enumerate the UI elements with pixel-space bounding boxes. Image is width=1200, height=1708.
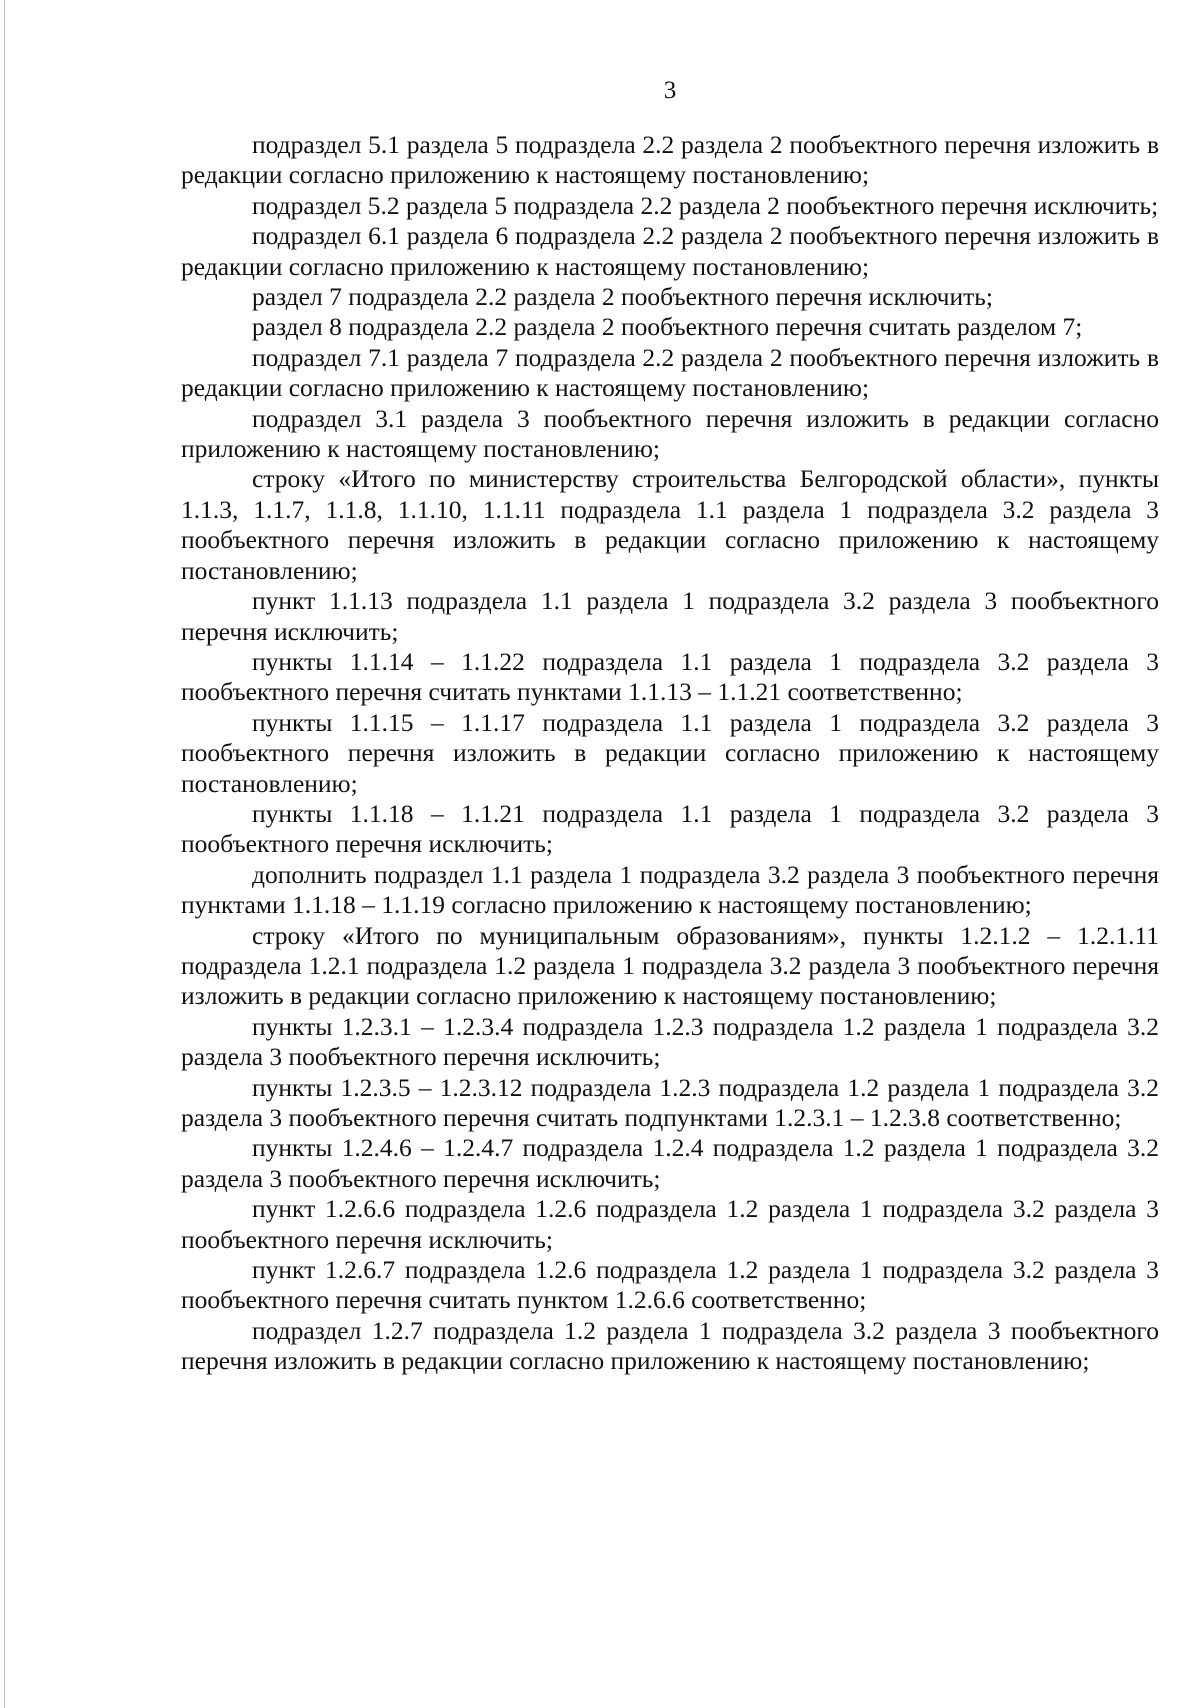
paragraph: подраздел 5.1 раздела 5 подраздела 2.2 раздела 2 пообъектного перечня изложить в редакции согласно приложению к настоящему постановлению; xyxy=(181,130,1159,190)
paragraph: подраздел 3.1 раздела 3 пообъектного перечня изложить в редакции согласно приложению к настоящему постановлению; xyxy=(181,403,1159,464)
paragraph: подраздел 1.2.7 подраздела 1.2 раздела 1 подраздела 3.2 раздела 3 пообъектного перечня изложить в редакции согласно приложению к настоящему постановлению; xyxy=(181,1315,1159,1376)
document-body xyxy=(181,130,1159,1377)
scan-edge-line xyxy=(4,0,5,1708)
paragraph: дополнить подраздел 1.1 раздела 1 подраздела 3.2 раздела 3 пообъектного перечня пунктами 1.1.18 – 1.1.19 согласно приложению к настоящему постановлению; xyxy=(181,859,1159,920)
paragraph: пункт 1.2.6.6 подраздела 1.2.6 подраздела 1.2 раздела 1 подраздела 3.2 раздела 3 пообъектного перечня исключить; xyxy=(181,1194,1159,1254)
paragraph: строку «Итого по муниципальным образованиям», пункты 1.2.1.2 – 1.2.1.11 подраздела 1.2.1 подраздела 1.2 раздела 1 подраздела 3.2 раздела 3 пообъектного перечня изложить в редакции согласно приложению к настоящему постановлению; xyxy=(181,920,1159,1011)
paragraph: строку «Итого по министерству строительства Белгородской области», пункты 1.1.3, 1.1.7, 1.1.8, 1.1.10, 1.1.11 подраздела 1.1 раздела 1 подраздела 3.2 раздела 3 пообъектного перечня изложить в редакции согласно приложению к настоящему постановлению; xyxy=(181,464,1159,585)
paragraph: пункты 1.1.15 – 1.1.17 подраздела 1.1 раздела 1 подраздела 3.2 раздела 3 пообъектного перечня изложить в редакции согласно приложению к настоящему постановлению; xyxy=(181,707,1159,798)
paragraph: раздел 7 подраздела 2.2 раздела 2 пообъектного перечня исключить; xyxy=(252,282,993,312)
paragraph: пункты 1.1.14 – 1.1.22 подраздела 1.1 раздела 1 подраздела 3.2 раздела 3 пообъектного перечня считать пунктами 1.1.13 – 1.1.21 соответственно; xyxy=(181,646,1159,707)
paragraph: подраздел 6.1 раздела 6 подраздела 2.2 раздела 2 пообъектного перечня изложить в редакции согласно приложению к настоящему постановлению; xyxy=(181,221,1159,281)
page-number: 3 xyxy=(663,77,677,104)
paragraph: пункты 1.2.3.5 – 1.2.3.12 подраздела 1.2.3 подраздела 1.2 раздела 1 подраздела 3.2 раздела 3 пообъектного перечня считать подпунктами 1.2.3.1 – 1.2.3.8 соответственно; xyxy=(181,1072,1159,1132)
paragraph: подраздел 7.1 раздела 7 подраздела 2.2 раздела 2 пообъектного перечня изложить в редакции согласно приложению к настоящему постановлению; xyxy=(181,342,1159,403)
paragraph: пункты 1.1.18 – 1.1.21 подраздела 1.1 раздела 1 подраздела 3.2 раздела 3 пообъектного перечня исключить; xyxy=(181,798,1159,859)
paragraph: пункт 1.2.6.7 подраздела 1.2.6 подраздела 1.2 раздела 1 подраздела 3.2 раздела 3 пообъектного перечня считать пунктом 1.2.6.6 соответственно; xyxy=(181,1255,1159,1315)
paragraph: раздел 8 подраздела 2.2 раздела 2 пообъектного перечня считать разделом 7; xyxy=(252,312,1083,342)
paragraph: пункты 1.2.3.1 – 1.2.3.4 подраздела 1.2.3 подраздела 1.2 раздела 1 подраздела 3.2 раздела 3 пообъектного перечня исключить; xyxy=(181,1011,1159,1072)
paragraph: пункты 1.2.4.6 – 1.2.4.7 подраздела 1.2.4 подраздела 1.2 раздела 1 подраздела 3.2 раздела 3 пообъектного перечня исключить; xyxy=(181,1133,1159,1193)
paragraph: подраздел 5.2 раздела 5 подраздела 2.2 раздела 2 пообъектного перечня исключить; xyxy=(252,190,1159,220)
paragraph: пункт 1.1.13 подраздела 1.1 раздела 1 подраздела 3.2 раздела 3 пообъектного перечня исключить; xyxy=(181,586,1159,646)
